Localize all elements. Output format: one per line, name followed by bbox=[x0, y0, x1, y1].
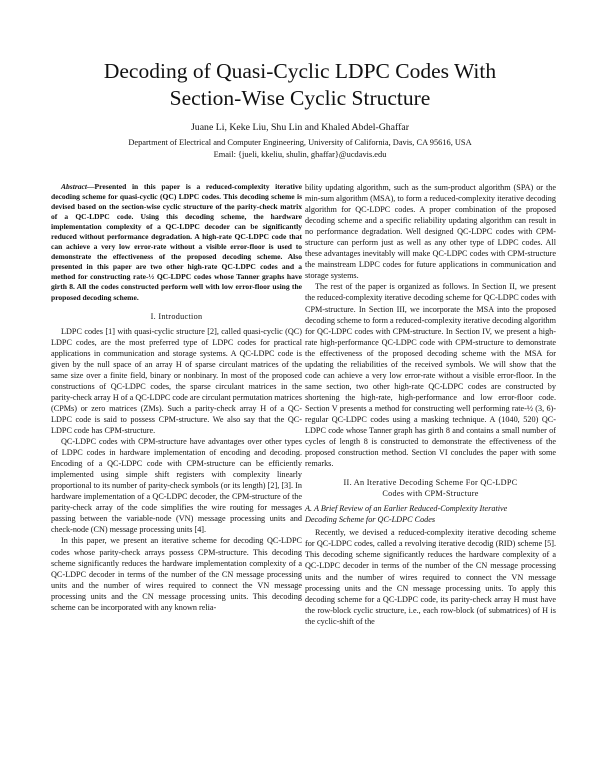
title-line-1: Decoding of Quasi-Cyclic LDPC Codes With bbox=[103, 59, 497, 83]
section-heading-line-2: Codes with CPM-Structure bbox=[382, 489, 479, 499]
author-emails: Email: {jueli, kkeliu, shulin, ghaffar}@ucdavis.edu bbox=[213, 150, 387, 159]
intro-paragraph-1: LDPC codes [1] with quasi-cyclic structure [2], called quasi-cyclic (QC) LDPC codes, are the most preferred type of LDPC codes for practical applications in communication and storage systems. A QC-LDPC code is given by the null space of an array H of sparse circulant matrices of the same size over a finite field, binary or nonbinary. In most of the proposed constructions of QC-LDPC codes, the sparse circulant matrices in the parity-check array H of a QC-LDPC code are circulant permutation matrices (CPMs) or zero matrices (ZMs). Such a parity-check array H of a QC-LDPC code is said to possess CPM-structure. We also say that the QC-LDPC code has CPM-structure. bbox=[51, 326, 302, 435]
left-column bbox=[51, 182, 302, 613]
right-column bbox=[305, 182, 556, 627]
affiliation: Department of Electrical and Computer Engineering, University of California, Davis, CA 95616, USA bbox=[128, 138, 472, 147]
section-heading-decoding-scheme bbox=[305, 477, 556, 499]
review-paragraph-1: Recently, we devised a reduced-complexity iterative decoding scheme for QC-LDPC codes, called a revolving iterative decodig (RID) scheme [5]. This decoding scheme significantly reduces the hardware complexity of a QC-LDPC decoder in terms of the number of the CN message processing units and the number of wires required to connect the VN message processing units and the CN message processing units. To apply this decoding scheme for a QC-LDPC code, its parity-check array H must have the row-block cyclic structure, i.e., each row-block (of submatrices) of H is the cyclic-shift of the bbox=[305, 528, 556, 626]
paper-title bbox=[40, 58, 560, 112]
abstract bbox=[51, 182, 302, 303]
intro-paragraph-3: In this paper, we present an iterative scheme for decoding QC-LDPC codes whose parity-check arrays possess CPM-structure. This decoding scheme significantly reduces the hardware implementation complexity of a QC-LDPC decoder in terms of the number of the CN message processing units and the number of wires required to connect the VN message processing units and the CN message processing units. This decoding scheme can be incorporated with any known relia- bbox=[51, 536, 302, 612]
abstract-text: —Presented in this paper is a reduced-complexity iterative decoding scheme for quasi-cyclic (QC) LDPC codes. This decoding scheme is devised based on the section-wise cyclic structure of the parity-check matrix of a QC-LDPC code. Using this decoding scheme, the hardware implementation complexity of a QC-LDPC decoder can be significantly reduced without performance degradation. A high-rate QC-LDPC code that can achieve a very low error-rate without a visible error-floor is used to demonstrate the effectiveness of the proposed decoding scheme. Also presented in this paper are two other high-rate QC-LDPC codes and a method for constructing rate-½ QC-LDPC codes whose Tanner graphs have girth 8. All the codes constructed perform well with low error-floor using the proposed decoding scheme. bbox=[51, 182, 302, 302]
author-list: Juane Li, Keke Liu, Shu Lin and Khaled Abdel-Ghaffar bbox=[190, 122, 409, 133]
subsection-heading-line-2: Decoding Scheme for QC-LDPC Codes bbox=[305, 515, 436, 525]
abstract-lead: Abstract bbox=[61, 182, 87, 191]
section-heading-line-1: II. An Iterative Decoding Scheme For QC-LDPC bbox=[343, 478, 518, 488]
title-line-2: Section-Wise Cyclic Structure bbox=[169, 86, 431, 110]
subsection-heading-review bbox=[305, 503, 556, 525]
subsection-heading-line-1: A. A Brief Review of an Earlier Reduced-Complexity Iterative bbox=[305, 504, 508, 514]
section-heading-introduction: I. Introduction bbox=[150, 311, 203, 321]
intro-paragraph-3-continued: bility updating algorithm, such as the sum-product algorithm (SPA) or the min-sum algorithm (MSA), to form a reduced-complexity iterative decoding algorithm for QC-LDPC codes. A proper combination of the proposed decoding scheme and a specific reliability updating algorithm can result in no performance degradation. Well designed QC-LDPC codes with CPM-structure can perform just as well as any other type of LDPC codes. All these advantages inevitably will make QC-LDPC codes with CPM-structure the mainstream LDPC codes for future applications in communication and storage systems. bbox=[305, 183, 556, 281]
intro-paragraph-2: QC-LDPC codes with CPM-structure have advantages over other types of LDPC codes in hardware implementation of encoding and decoding. Encoding of a QC-LDPC code with CPM-structure can be efficiently implemented using simple shift registers with complexity linearly proportional to its number of parity-check symbols (or its length) [2], [3]. In hardware implementation of a QC-LDPC decoder, the CPM-structure of the parity-check array of the code simplifies the wire routing for messages passing between the variable-node (VN) message processing units and check-node (CN) message processing units [4]. bbox=[51, 437, 302, 535]
intro-paragraph-4: The rest of the paper is organized as follows. In Section II, we present the reduced-complexity iterative decoding scheme for QC-LDPC codes with CPM-structure. In Section III, we incorporate the MSA into the proposed decoding scheme to form a reduced-complexity iterative decoding algorithm for QC-LDPC codes with CPM-structure. In Section IV, we present a high-rate high-performance QC-LDPC code with CPM-structure to demonstrate the effectiveness of the proposed decoding scheme with the MSA for updating the reliabilities of the received symbols. We will show that the code can achieve a very low error-rate without a visible error-floor. In the same section, two other high-rate QC-LDPC codes are constructed by shortening the high-rate, high-performance and low error-floor code. Section V presents a method for constructing well performing rate-½ (3, 6)-regular QC-LDPC codes using a masking technique. A (1040, 520) QC-LDPC code whose Tanner graph has girth 8 and contains a small number of cycles of length 8 is constructed to demonstrate the effectiveness of the proposed construction method. Section VI concludes the paper with some remarks. bbox=[305, 282, 557, 469]
